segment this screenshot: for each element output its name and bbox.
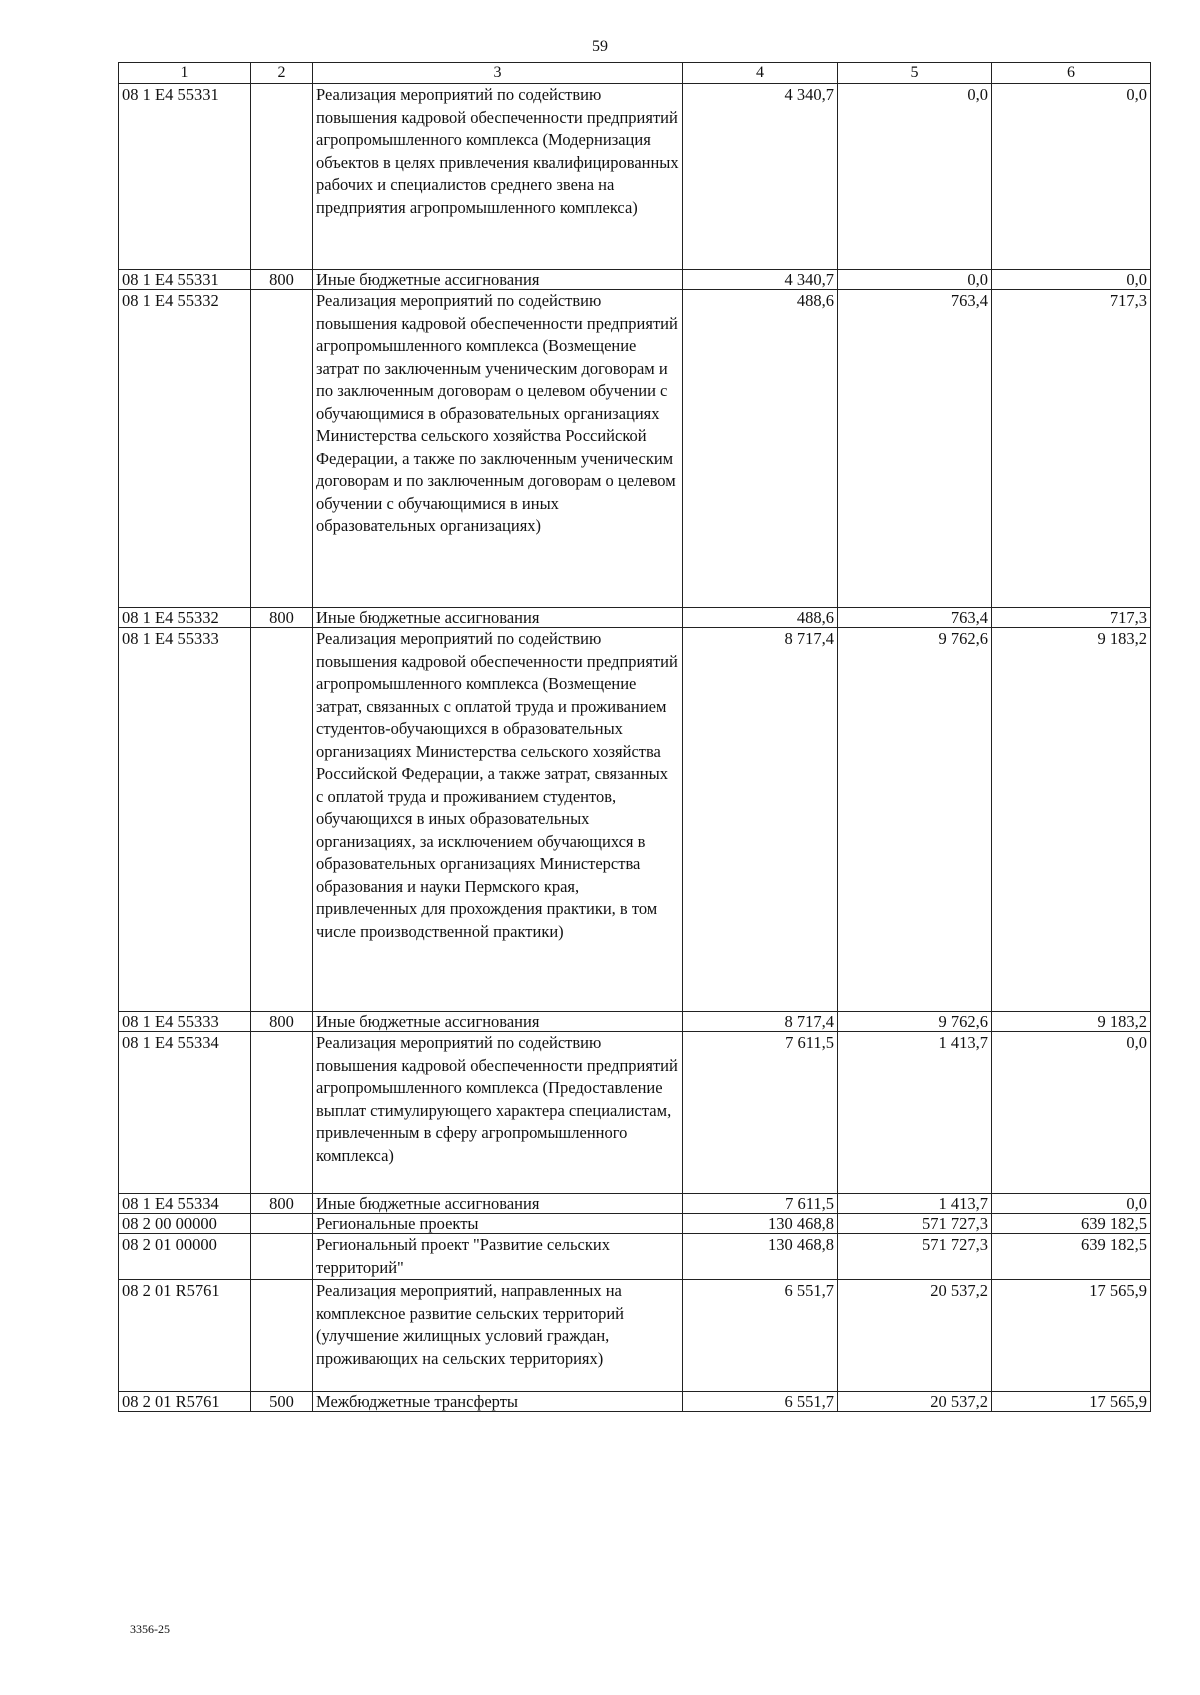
row-expense-type: 800 [251,270,313,290]
row-code: 08 2 01 R5761 [119,1392,251,1412]
row-value-3: 0,0 [992,270,1151,290]
column-header: 1 [119,63,251,84]
budget-table [118,62,1151,1412]
row-expense-type: 800 [251,1012,313,1032]
row-value-1: 7 611,5 [683,1032,838,1194]
row-value-1: 4 340,7 [683,84,838,270]
row-value-2: 1 413,7 [838,1032,992,1194]
row-value-2: 20 537,2 [838,1392,992,1412]
row-value-1: 7 611,5 [683,1194,838,1214]
row-expense-type [251,628,313,1012]
row-value-3: 639 182,5 [992,1234,1151,1280]
header-row [119,63,1151,84]
row-name: Реализация мероприятий по содействию повышения кадровой обеспеченности предприятий агропромышленного комплекса (Возмещение затрат, связанных с оплатой труда и проживанием студентов-обучающихся в образовательных организациях Министерства сельского хозяйства Российской Федерации, а также затрат, связанных с оплатой труда и проживанием студентов, обучающихся в иных образовательных организациях, за исключением обучающихся в образовательных организациях Министерства образования и науки Пермского края, привлеченных для прохождения практики, в том числе производственной практики) [313,628,683,1012]
row-value-1: 8 717,4 [683,1012,838,1032]
page-number: 59 [592,38,608,55]
row-value-2: 571 727,3 [838,1214,992,1234]
row-value-3: 0,0 [992,1194,1151,1214]
table-row [119,1234,1151,1280]
row-value-3: 9 183,2 [992,628,1151,1012]
row-value-1: 6 551,7 [683,1392,838,1412]
row-value-1: 6 551,7 [683,1280,838,1392]
table-row [119,1214,1151,1234]
table-row [119,1280,1151,1392]
row-value-2: 0,0 [838,270,992,290]
table-row [119,1194,1151,1214]
row-value-3: 639 182,5 [992,1214,1151,1234]
row-value-2: 1 413,7 [838,1194,992,1214]
row-expense-type: 800 [251,608,313,628]
row-value-2: 0,0 [838,84,992,270]
row-expense-type [251,1234,313,1280]
row-value-2: 9 762,6 [838,1012,992,1032]
row-value-1: 488,6 [683,290,838,608]
row-value-2: 9 762,6 [838,628,992,1012]
column-header: 5 [838,63,992,84]
table-row [119,608,1151,628]
table-row [119,628,1151,1012]
row-expense-type [251,1032,313,1194]
row-value-2: 763,4 [838,608,992,628]
table-row [119,1392,1151,1412]
row-name: Реализация мероприятий, направленных на комплексное развитие сельских территорий (улучшение жилищных условий граждан, проживающих на сельских территориях) [313,1280,683,1392]
row-code: 08 1 E4 55333 [119,1012,251,1032]
table-row [119,270,1151,290]
row-name: Иные бюджетные ассигнования [313,1194,683,1214]
table-row [119,1032,1151,1194]
row-expense-type [251,84,313,270]
row-code: 08 1 E4 55331 [119,84,251,270]
row-name: Реализация мероприятий по содействию повышения кадровой обеспеченности предприятий агропромышленного комплекса (Модернизация объектов в целях привлечения квалифицированных рабочих и специалистов среднего звена на предприятия агропромышленного комплекса) [313,84,683,270]
row-value-1: 130 468,8 [683,1214,838,1234]
row-expense-type: 800 [251,1194,313,1214]
row-code: 08 1 E4 55331 [119,270,251,290]
row-value-3: 0,0 [992,1032,1151,1194]
row-value-3: 9 183,2 [992,1012,1151,1032]
row-name: Реализация мероприятий по содействию повышения кадровой обеспеченности предприятий агропромышленного комплекса (Предоставление выплат стимулирующего характера специалистам, привлеченным в сферу агропромышленного комплекса) [313,1032,683,1194]
column-header: 6 [992,63,1151,84]
table-row [119,290,1151,608]
row-value-1: 130 468,8 [683,1234,838,1280]
row-name: Иные бюджетные ассигнования [313,608,683,628]
row-value-2: 20 537,2 [838,1280,992,1392]
document-code: 3356-25 [130,1622,170,1636]
row-value-2: 571 727,3 [838,1234,992,1280]
row-expense-type [251,1280,313,1392]
column-header: 3 [313,63,683,84]
row-code: 08 2 01 00000 [119,1234,251,1280]
row-code: 08 1 E4 55334 [119,1194,251,1214]
row-expense-type [251,1214,313,1234]
row-value-1: 8 717,4 [683,628,838,1012]
row-code: 08 1 E4 55332 [119,290,251,608]
row-code: 08 2 00 00000 [119,1214,251,1234]
row-name: Иные бюджетные ассигнования [313,270,683,290]
row-value-2: 763,4 [838,290,992,608]
row-name: Региональный проект "Развитие сельских территорий" [313,1234,683,1280]
row-value-3: 717,3 [992,290,1151,608]
row-name: Иные бюджетные ассигнования [313,1012,683,1032]
row-value-3: 17 565,9 [992,1280,1151,1392]
row-value-1: 4 340,7 [683,270,838,290]
column-header: 2 [251,63,313,84]
row-expense-type [251,290,313,608]
row-name: Межбюджетные трансферты [313,1392,683,1412]
table-row [119,1012,1151,1032]
row-code: 08 1 E4 55333 [119,628,251,1012]
column-header: 4 [683,63,838,84]
row-value-3: 17 565,9 [992,1392,1151,1412]
row-name: Региональные проекты [313,1214,683,1234]
row-code: 08 2 01 R5761 [119,1280,251,1392]
row-value-1: 488,6 [683,608,838,628]
row-expense-type: 500 [251,1392,313,1412]
row-code: 08 1 E4 55332 [119,608,251,628]
table-row [119,84,1151,270]
row-name: Реализация мероприятий по содействию повышения кадровой обеспеченности предприятий агропромышленного комплекса (Возмещение затрат по заключенным ученическим договорам и по заключенным договорам о целевом обучении с обучающимися в образовательных организациях Министерства сельского хозяйства Российской Федерации, а также по заключенным ученическим договорам и по заключенным договорам о целевом обучении с обучающимися в иных образовательных организациях) [313,290,683,608]
row-value-3: 0,0 [992,84,1151,270]
row-value-3: 717,3 [992,608,1151,628]
row-code: 08 1 E4 55334 [119,1032,251,1194]
